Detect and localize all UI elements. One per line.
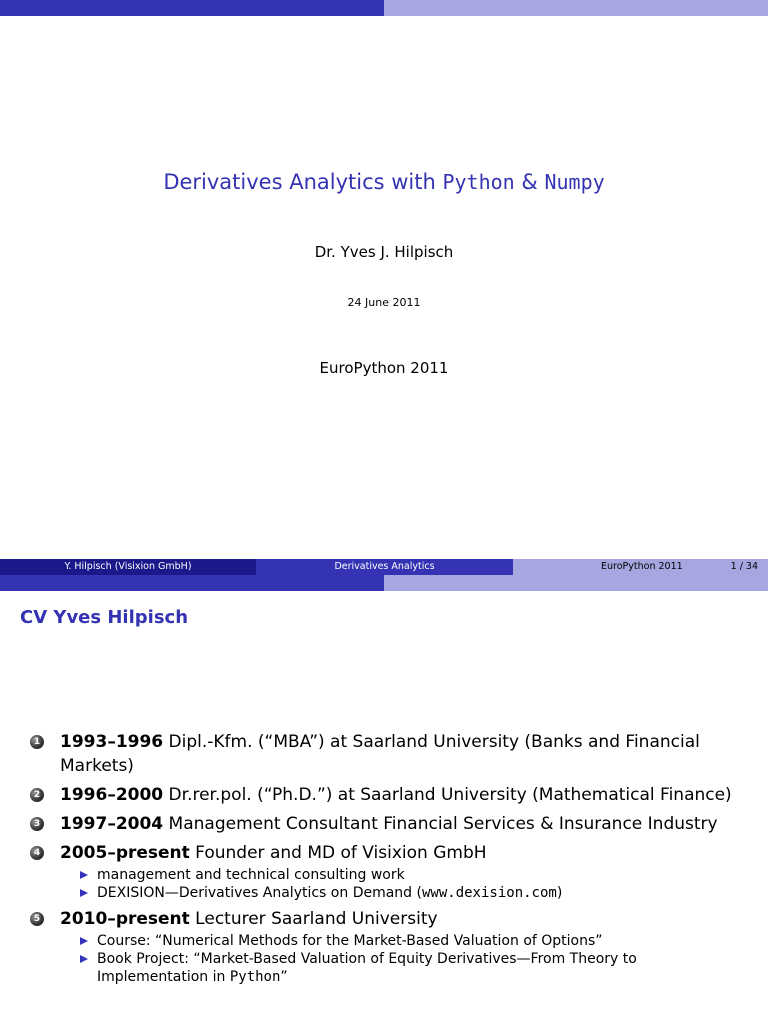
title-python: Python bbox=[442, 170, 515, 194]
cv-subitem-text: DEXISION—Derivatives Analytics on Demand ( bbox=[97, 885, 422, 901]
cv-sublist bbox=[60, 866, 750, 902]
enum-ball-icon: 5 bbox=[30, 912, 44, 926]
dexision-url: www.dexision.com bbox=[421, 885, 557, 901]
enum-ball-icon: 4 bbox=[30, 846, 44, 860]
slide-event: EuroPython 2011 bbox=[319, 359, 449, 377]
slide2-bar-light-segment bbox=[384, 575, 768, 591]
python-code: Python bbox=[229, 969, 281, 985]
cv-text: Management Consultant Financial Services & Insurance Industry bbox=[163, 814, 718, 834]
cv-list bbox=[30, 730, 750, 991]
cv-subitem-suffix: ” bbox=[280, 969, 288, 985]
triangle-bullet-icon bbox=[80, 871, 88, 879]
cv-sublist bbox=[60, 932, 750, 986]
cv-years: 1993–1996 bbox=[60, 732, 164, 752]
slide2-bar-dark-segment bbox=[0, 575, 384, 591]
footer-page-number: 1 / 34 bbox=[730, 561, 758, 572]
cv-subitem bbox=[60, 884, 750, 902]
title-amp: & bbox=[514, 170, 545, 194]
cv-item bbox=[30, 841, 750, 902]
cv-subitem bbox=[60, 866, 750, 884]
cv-years: 2005–present bbox=[60, 843, 190, 863]
cv-text: Lecturer Saarland University bbox=[189, 909, 438, 929]
enum-ball-icon: 2 bbox=[30, 788, 44, 802]
enum-ball-icon: 1 bbox=[30, 735, 44, 749]
triangle-bullet-icon bbox=[80, 955, 88, 963]
top-progress-bar bbox=[0, 0, 768, 16]
slide-author: Dr. Yves J. Hilpisch bbox=[314, 243, 454, 261]
cv-text: Founder and MD of Visixion GmbH bbox=[189, 843, 487, 863]
slide-footer bbox=[0, 559, 768, 575]
slide2-top-bar bbox=[0, 575, 768, 591]
cv-subitem bbox=[60, 932, 750, 950]
cv-text: Dipl.-Kfm. (“MBA”) at Saarland University (Banks and Financial Markets) bbox=[60, 732, 700, 776]
enum-ball-icon: 3 bbox=[30, 817, 44, 831]
cv-subitem-text: management and technical consulting work bbox=[97, 867, 405, 883]
footer-event: EuroPython 2011 bbox=[601, 561, 683, 572]
footer-author: Y. Hilpisch (Visixion GmbH) bbox=[0, 559, 256, 575]
cv-item bbox=[30, 907, 750, 986]
title-numpy: Numpy bbox=[544, 170, 605, 194]
cv-years: 2010–present bbox=[60, 909, 190, 929]
slide-date: 24 June 2011 bbox=[347, 296, 421, 309]
top-bar-light-segment bbox=[384, 0, 768, 16]
cv-item bbox=[30, 730, 750, 778]
cv-years: 1996–2000 bbox=[60, 785, 164, 805]
footer-short-title: Derivatives Analytics bbox=[256, 559, 513, 575]
cv-subitem-text: Book Project: “Market-Based Valuation of Equity Derivatives—From Theory to Implementation in bbox=[97, 951, 637, 985]
cv-subitem-text: Course: “Numerical Methods for the Market-Based Valuation of Options” bbox=[97, 933, 603, 949]
footer-right bbox=[513, 559, 768, 575]
cv-years: 1997–2004 bbox=[60, 814, 164, 834]
cv-item bbox=[30, 812, 750, 836]
top-bar-dark-segment bbox=[0, 0, 384, 16]
cv-item bbox=[30, 783, 750, 807]
frame-title: CV Yves Hilpisch bbox=[20, 607, 189, 628]
triangle-bullet-icon bbox=[80, 889, 88, 897]
title-prefix: Derivatives Analytics with bbox=[163, 170, 443, 194]
cv-text: Dr.rer.pol. (“Ph.D.”) at Saarland University (Mathematical Finance) bbox=[163, 785, 732, 805]
cv-subitem bbox=[60, 950, 750, 986]
slide-title bbox=[0, 170, 768, 194]
cv-subitem-suffix: ) bbox=[556, 885, 563, 901]
triangle-bullet-icon bbox=[80, 937, 88, 945]
